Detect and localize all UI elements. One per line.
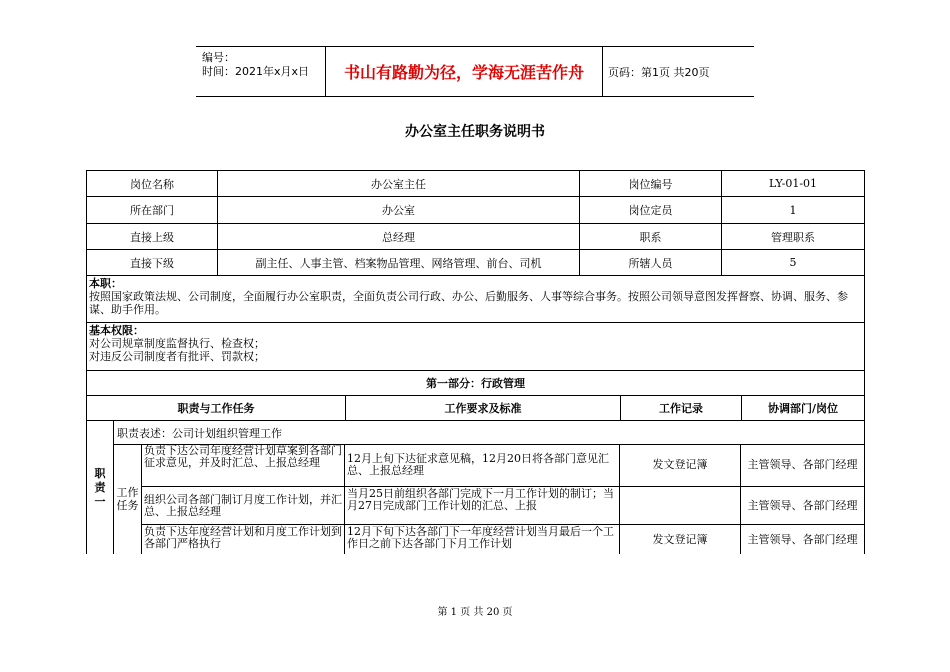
page-label: 页码：第1页 共20页 (608, 65, 710, 79)
column-header: 工作记录 (621, 396, 742, 420)
info-row (87, 250, 864, 276)
header-band (196, 46, 754, 97)
task-label (114, 444, 142, 554)
info-value: 5 (789, 256, 797, 269)
task-text: 负责下达年度经营计划和月度工作计划到各部门严格执行 (142, 525, 345, 554)
info-value: 副主任、人事主管、档案物品管理、网络管理、前台、司机 (218, 250, 580, 275)
info-label: 岗位定员 (580, 197, 722, 223)
task-coordination: 主管领导、各部门经理 (747, 498, 858, 512)
number-label: 编号： (202, 51, 235, 64)
task-record (620, 487, 741, 524)
document-title: 办公室主任职务说明书 (405, 124, 545, 140)
authority-section (87, 323, 864, 371)
job-description-table (86, 170, 865, 554)
task-row (142, 487, 864, 525)
duty-section (87, 276, 864, 323)
column-header: 职责与工作任务 (87, 396, 346, 420)
duty-description: 职责表述：公司计划组织管理工作 (114, 421, 864, 445)
info-row (87, 224, 864, 250)
info-value: 办公室 (218, 197, 580, 223)
info-value: 1 (789, 203, 797, 217)
info-value: 总经理 (218, 224, 580, 249)
info-label: 岗位名称 (87, 171, 218, 196)
authority-label: 基本权限： (89, 324, 144, 337)
task-coordination: 主管领导、各部门经理 (747, 458, 858, 471)
task-text: 组织公司各部门制订月度工作计划，并汇总、上报总经理 (142, 487, 345, 524)
duty-label: 本职： (89, 277, 122, 290)
column-header: 工作要求及标准 (346, 396, 621, 420)
task-standard: 当月25日前组织各部门完成下一月工作计划的制订；当月27日完成部门工作计划的汇总、上报 (345, 487, 620, 524)
page-footer: 第 1 页 共 20 页 (437, 607, 513, 618)
part-title: 第一部分：行政管理 (87, 371, 864, 396)
duty-block (87, 421, 864, 554)
info-label: 直接上级 (87, 224, 218, 249)
task-text: 负责下达公司年度经营计划草案到各部门征求意见，并及时汇总、上报总经理 (142, 444, 345, 486)
duty-number (87, 421, 114, 554)
task-standard: 12月上旬下达征求意见稿，12月20日将各部门意见汇总、上报总经理 (345, 444, 620, 486)
info-value: 管理职系 (771, 230, 815, 244)
task-label-text: 工作任务 (116, 486, 139, 512)
info-label: 所在部门 (87, 197, 218, 223)
info-value: LY-01-01 (768, 177, 818, 190)
info-label: 职系 (580, 224, 722, 249)
info-value: 办公室主任 (218, 171, 580, 196)
info-label: 岗位编号 (580, 171, 722, 196)
header-meta (196, 47, 326, 96)
time-label: 时间：2021年x月x日 (202, 65, 310, 78)
task-row (142, 444, 864, 487)
duty-text: 按照国家政策法规、公司制度，全面履行办公室职责，全面负责公司行政、办公、后勤服务、人事等综合事务。按照公司领导意图发挥督察、协调、服务、参谋、助手作用。 (89, 290, 848, 316)
authority-line: 对违反公司制度者有批评、罚款权； (89, 350, 265, 363)
duty-number-text: 职责一 (94, 466, 106, 508)
motto: 书山有路勤为径，学海无涯苦作舟 (326, 47, 603, 96)
task-row (142, 525, 864, 554)
column-header-row (87, 396, 864, 421)
info-row (87, 197, 864, 224)
task-coordination: 主管领导、各部门经理 (747, 532, 858, 546)
task-record: 发文登记簿 (620, 444, 741, 486)
info-label: 所辖人员 (580, 250, 722, 275)
column-header: 协调部门/岗位 (767, 402, 839, 415)
info-label: 直接下级 (87, 250, 218, 275)
info-row (87, 171, 864, 197)
task-record: 发文登记簿 (620, 525, 741, 554)
authority-line: 对公司规章制度监督执行、检查权； (89, 337, 265, 350)
task-standard: 12月下旬下达各部门下一年度经营计划当月最后一个工作日之前下达各部门下月工作计划 (345, 525, 620, 554)
